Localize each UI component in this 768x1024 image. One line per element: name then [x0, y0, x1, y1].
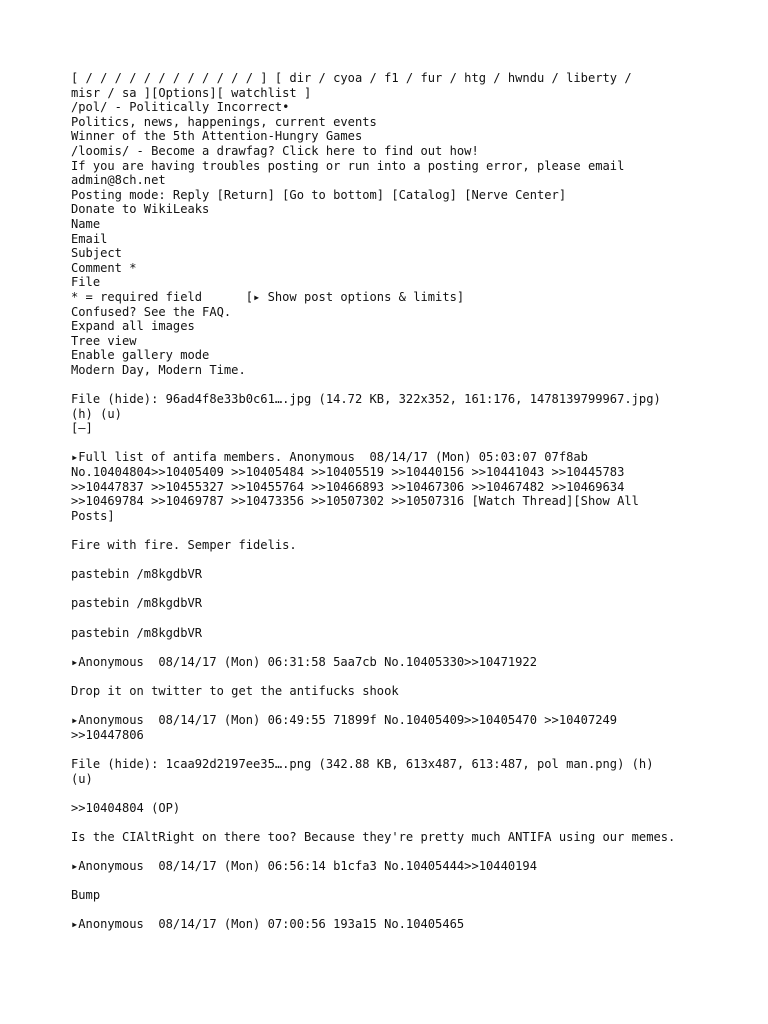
- op-body-line: pastebin /m8kgdbVR: [71, 567, 203, 582]
- board-list-line-2[interactable]: misr / sa ][Options][ watchlist ]: [71, 85, 312, 100]
- faq-link[interactable]: Confused? See the FAQ.: [71, 304, 232, 319]
- reply-post: [71, 655, 761, 699]
- catalog-link[interactable]: [Catalog]: [391, 187, 457, 202]
- posting-mode-label: Posting mode: Reply: [71, 187, 217, 202]
- reply-body: Drop it on twitter to get the antifucks shook: [71, 683, 399, 698]
- thread-page: [71, 71, 761, 932]
- reply-post: [71, 713, 761, 844]
- board-options: [71, 305, 761, 378]
- reply-file-actions[interactable]: (u): [71, 771, 93, 786]
- board-subtitle: Politics, news, happenings, current events: [71, 114, 377, 129]
- required-note-row: [71, 290, 761, 305]
- reply-header[interactable]: ▸Anonymous 08/14/17 (Mon) 06:56:14 b1cfa3 No.10405444>>10440194: [71, 859, 537, 874]
- expand-all-images-toggle[interactable]: Expand all images: [71, 319, 195, 334]
- op-backlinks[interactable]: >>10447837 >>10455327 >>10455764 >>10466893 >>10467306 >>10467482 >>10469634: [71, 479, 625, 494]
- op-file-actions[interactable]: (h) (u): [71, 406, 122, 421]
- return-link[interactable]: [Return]: [216, 187, 275, 202]
- name-field-label[interactable]: Name: [71, 216, 101, 231]
- op-body-line: pastebin /m8kgdbVR: [71, 596, 203, 611]
- op-post: [71, 392, 761, 640]
- op-file-info[interactable]: File (hide): 96ad4f8e33b0c61….jpg (14.72 KB, 322x352, 161:176, 1478139799967.jpg): [71, 392, 661, 407]
- post-form: [71, 217, 761, 305]
- reply-body: Bump: [71, 888, 101, 903]
- subject-field-label[interactable]: Subject: [71, 246, 122, 261]
- op-backlinks[interactable]: No.10404804>>10405409 >>10405484 >>10405519 >>10440156 >>10441043 >>10445783: [71, 465, 625, 480]
- announcement: Winner of the 5th Attention-Hungry Games: [71, 129, 363, 144]
- board-list-line-1[interactable]: [ / / / / / / / / / / / / ] [ dir / cyoa / f1 / fur / htg / hwndu / liberty /: [71, 71, 632, 85]
- collapse-thread-button[interactable]: [–]: [71, 421, 93, 436]
- nerve-center-link[interactable]: [Nerve Center]: [464, 187, 567, 202]
- quote-link[interactable]: >>10404804 (OP): [71, 800, 181, 815]
- op-backlinks[interactable]: >>10469784 >>10469787 >>10473356 >>10507302 >>10507316 [Watch Thread][Show All: [71, 494, 639, 509]
- required-note: * = required field: [71, 289, 203, 304]
- admin-email-link[interactable]: admin@8ch.net: [71, 173, 166, 188]
- reply-header[interactable]: ▸Anonymous 08/14/17 (Mon) 06:49:55 71899f No.10405409>>10405470 >>10407249: [71, 713, 618, 728]
- reply-header[interactable]: ▸Anonymous 08/14/17 (Mon) 07:00:56 193a15 No.10405465: [71, 917, 465, 932]
- email-field-label[interactable]: Email: [71, 231, 108, 246]
- reply-file-info[interactable]: File (hide): 1caa92d2197ee35….png (342.88 KB, 613x487, 613:487, pol man.png) (h): [71, 756, 654, 771]
- comment-field-label[interactable]: Comment *: [71, 260, 137, 275]
- promo-link[interactable]: /loomis/ - Become a drawfag? Click here to find out how!: [71, 143, 479, 158]
- board-list: [71, 71, 761, 100]
- gallery-mode-toggle[interactable]: Enable gallery mode: [71, 348, 210, 363]
- board-title: /pol/ - Politically Incorrect•: [71, 100, 290, 115]
- op-post-header[interactable]: ▸Full list of antifa members. Anonymous 08/14/17 (Mon) 05:03:07 07f8ab: [71, 450, 588, 465]
- reply-header[interactable]: ▸Anonymous 08/14/17 (Mon) 06:31:58 5aa7cb No.10405330>>10471922: [71, 654, 537, 669]
- donate-link[interactable]: Donate to WikiLeaks: [71, 202, 210, 217]
- error-notice: If you are having troubles posting or run into a posting error, please email: [71, 158, 625, 173]
- board-slogan: Modern Day, Modern Time.: [71, 362, 246, 377]
- op-backlinks[interactable]: Posts]: [71, 508, 115, 523]
- reply-post: [71, 917, 761, 932]
- reply-backlinks[interactable]: >>10447806: [71, 727, 144, 742]
- reply-post: [71, 859, 761, 903]
- file-field-label[interactable]: File: [71, 275, 101, 290]
- op-body-line: Fire with fire. Semper fidelis.: [71, 538, 297, 552]
- posting-mode-bar: [71, 188, 761, 203]
- op-body-line: pastebin /m8kgdbVR: [71, 625, 203, 640]
- go-to-bottom-link[interactable]: [Go to bottom]: [282, 187, 385, 202]
- show-post-options-toggle[interactable]: [▸ Show post options & limits]: [245, 289, 465, 304]
- reply-body: Is the CIAltRight on there too? Because they're pretty much ANTIFA using our memes.: [71, 829, 676, 844]
- tree-view-toggle[interactable]: Tree view: [71, 333, 137, 348]
